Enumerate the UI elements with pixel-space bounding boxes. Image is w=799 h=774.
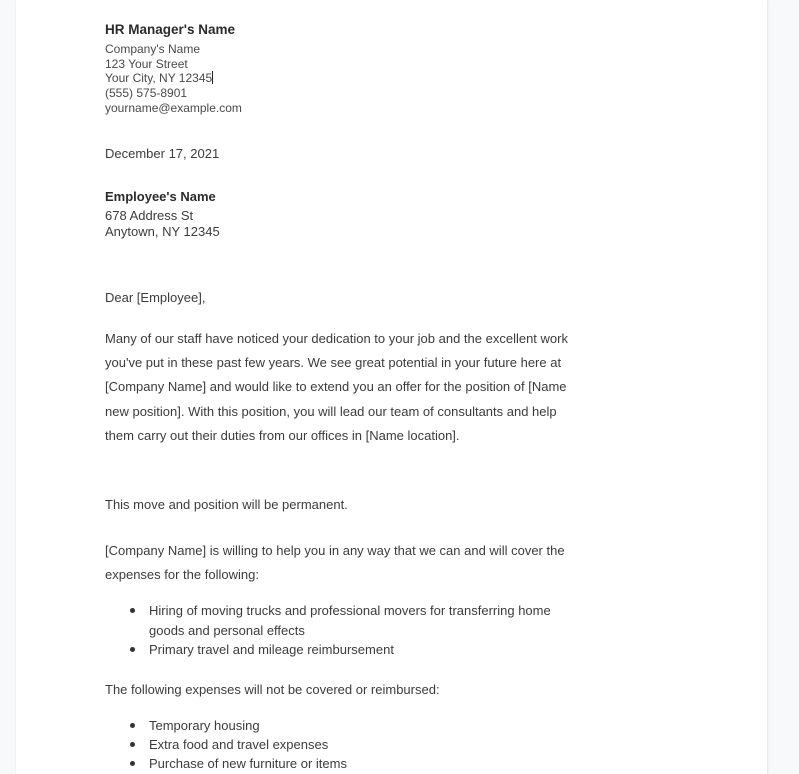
sender-city: Your City, NY 12345 (105, 71, 213, 86)
recipient-name: Employee's Name (105, 189, 216, 204)
recipient-address-block (105, 208, 220, 240)
not-covered-expenses-list (105, 716, 585, 773)
sender-email: yourname@example.com (105, 100, 242, 115)
sender-city-line (105, 71, 242, 86)
greeting: Dear [Employee], (105, 290, 206, 305)
list-item-text: Extra food and travel expenses (149, 737, 329, 752)
list-item (105, 716, 585, 735)
document-page[interactable] (16, 0, 767, 774)
text-cursor (212, 71, 213, 84)
sender-company: Company's Name (105, 42, 200, 56)
recipient-city: Anytown, NY 12345 (105, 224, 220, 239)
bullet-icon (130, 742, 135, 747)
letter-date: December 17, 2021 (105, 146, 220, 161)
covered-expenses-list (105, 601, 585, 659)
recipient-street: 678 Address St (105, 208, 194, 223)
list-item-text: Primary travel and mileage reimbursement (149, 642, 394, 657)
list-item (105, 735, 585, 754)
sender-address-block (105, 42, 242, 116)
list-item (105, 640, 585, 659)
bullet-icon (130, 761, 135, 766)
bullet-icon (130, 647, 135, 652)
paragraph-covered-intro: [Company Name] is willing to help you in any way that we can and will cover the expenses for the following: (105, 543, 565, 583)
bullet-icon (130, 723, 135, 728)
bullet-icon (130, 608, 135, 613)
list-item (105, 601, 585, 640)
paragraph-permanent: This move and position will be permanent. (105, 497, 348, 512)
list-item-text: Purchase of new furniture or items (149, 756, 347, 771)
sender-name: HR Manager's Name (105, 22, 236, 37)
sender-street: 123 Your Street (105, 56, 188, 71)
list-item-text: Hiring of moving trucks and professional movers for transferring home goods and personal effects (149, 603, 551, 638)
paragraph-offer: Many of our staff have noticed your dedication to your job and the excellent work you've put in these past few years. We see great potential in your future here at [Company Name] and would like to extend you an offer for the position of [Name new position]. With this position, you will lead our team of consultants and help them carry out their duties from our offices in [Name location]. (105, 331, 568, 443)
list-item (105, 754, 585, 773)
paragraph-not-covered-intro: The following expenses will not be covered or reimbursed: (105, 682, 440, 697)
list-item-text: Temporary housing (149, 718, 260, 733)
sender-phone: (555) 575-8901 (105, 86, 188, 101)
